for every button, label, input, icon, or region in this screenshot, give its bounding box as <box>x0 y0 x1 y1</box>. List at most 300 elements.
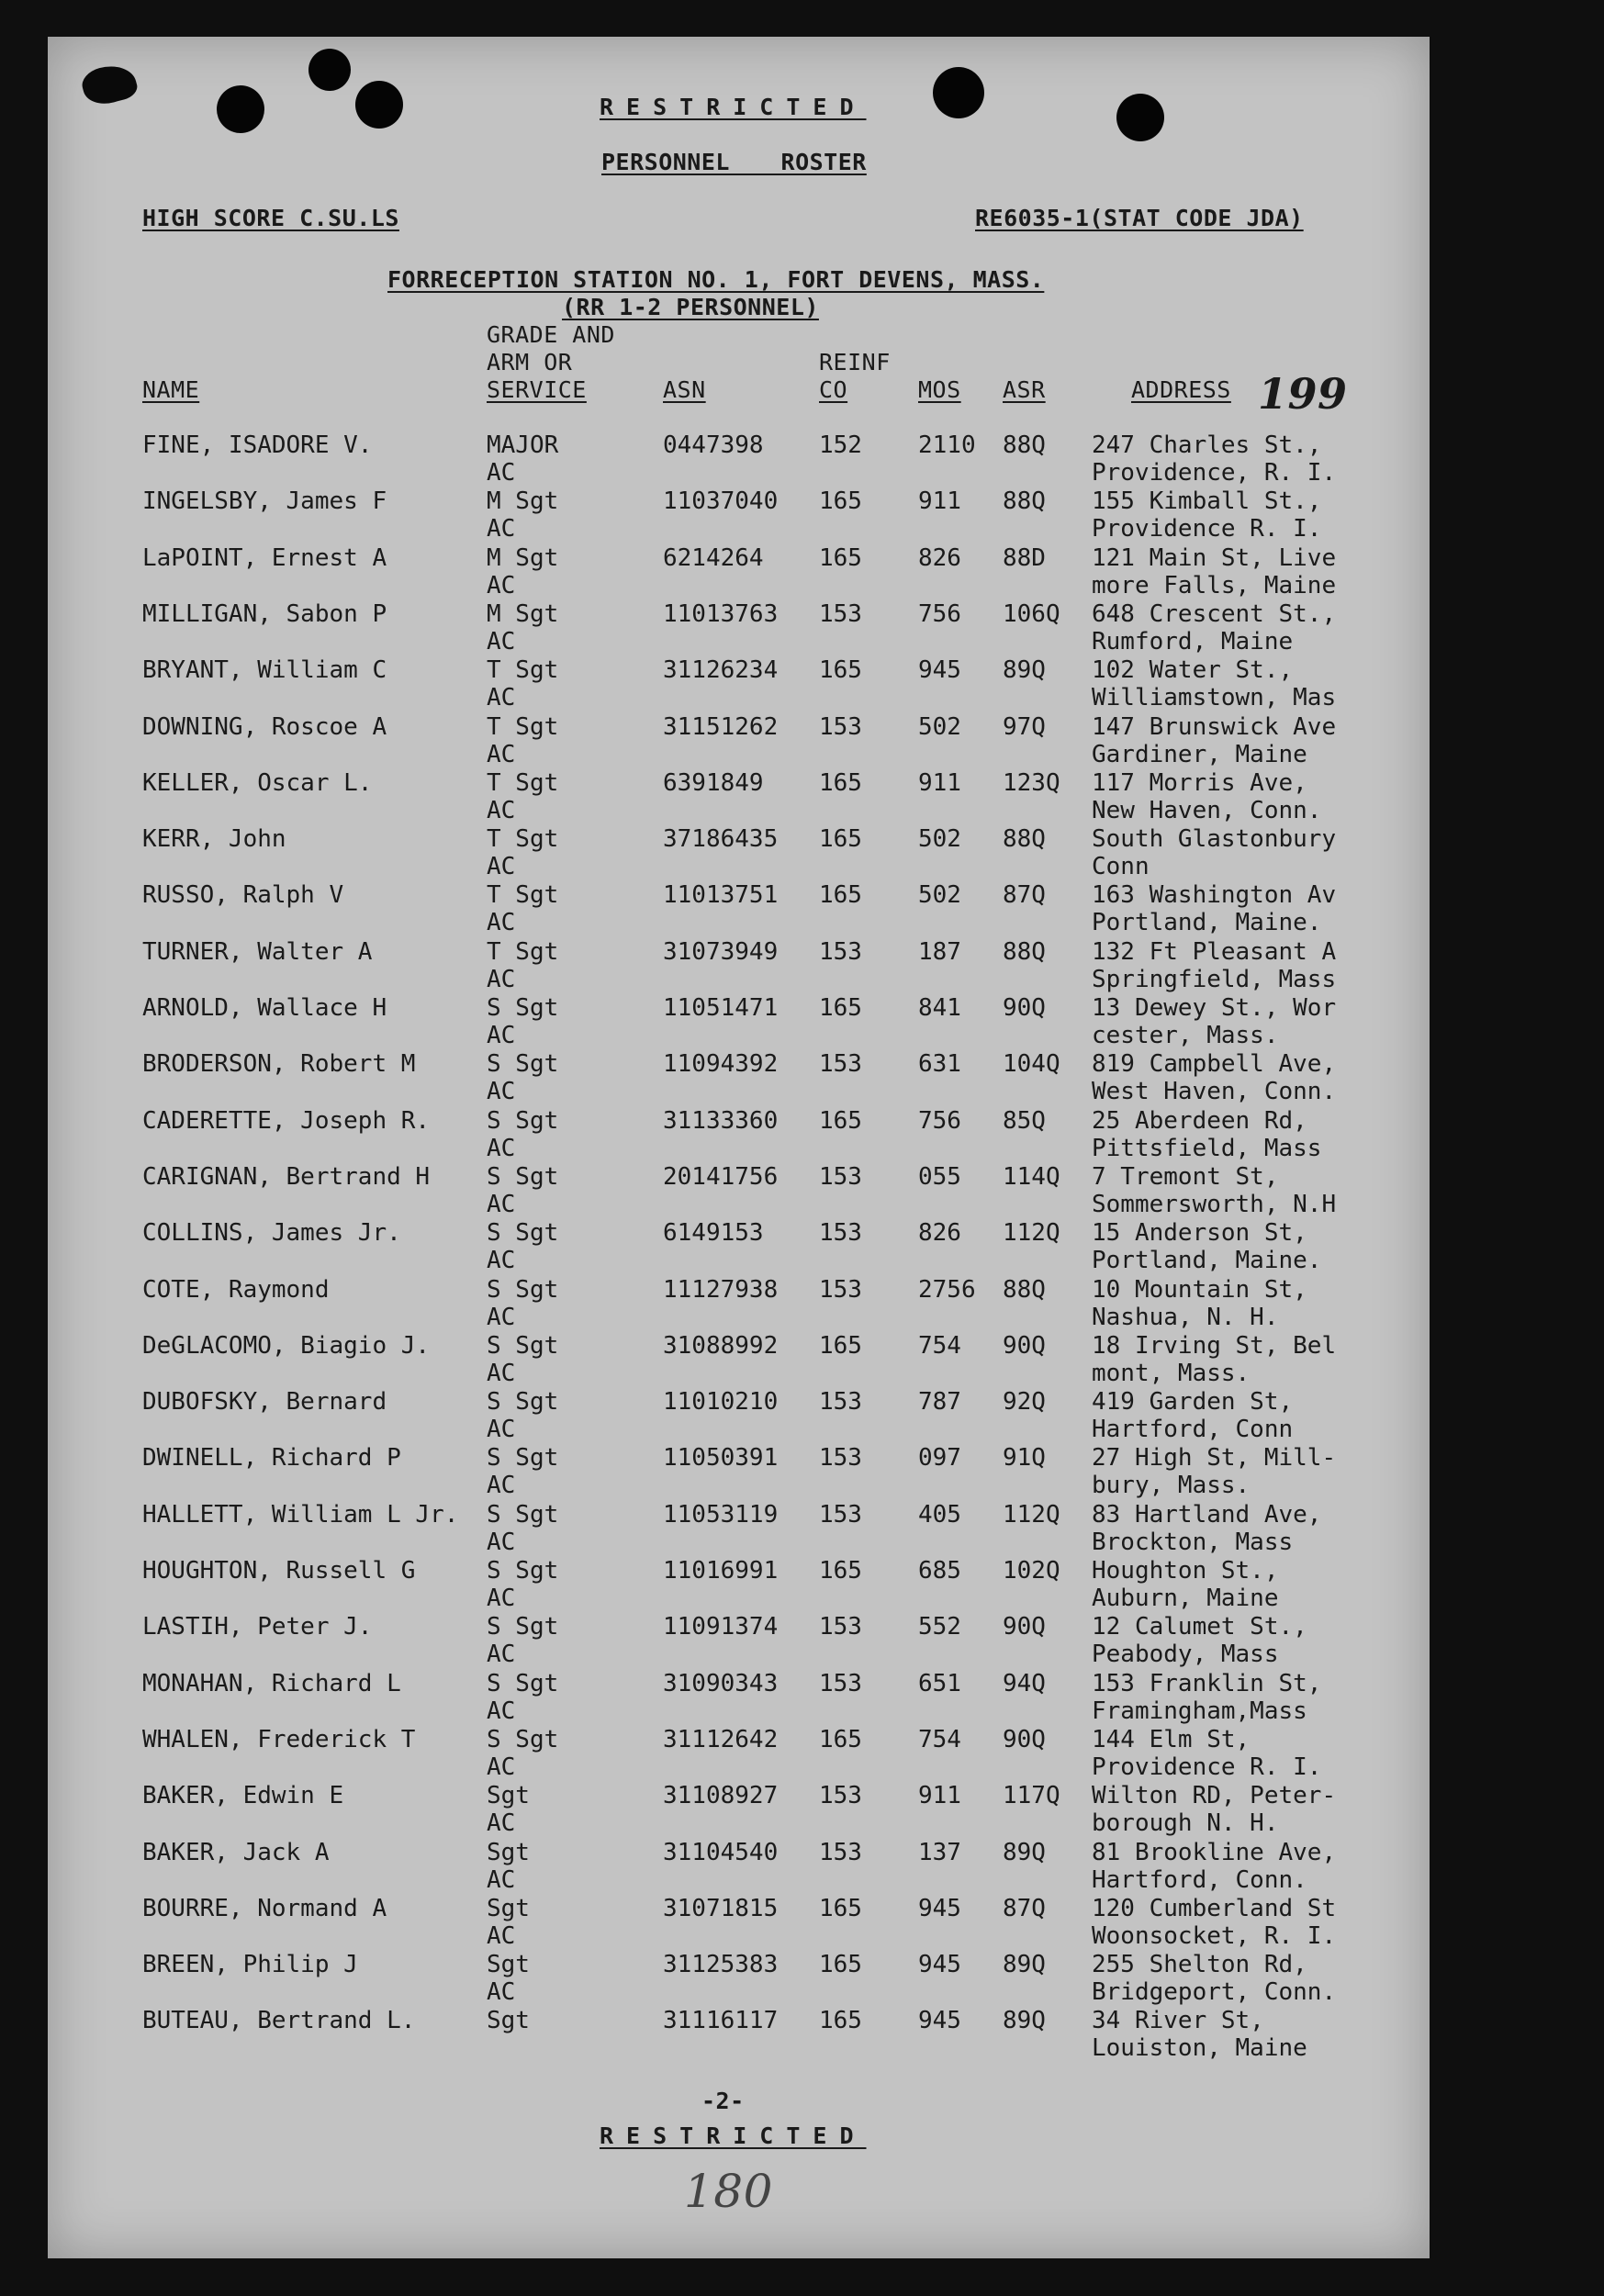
row-mos: 911 <box>918 768 961 797</box>
row-asr: 90Q <box>1003 1331 1046 1360</box>
row-arm: AC <box>487 740 516 768</box>
row-asn: 31071815 <box>663 1894 779 1922</box>
row-mos: 911 <box>918 1782 961 1810</box>
row-address-line2: Portland, Maine. <box>1092 909 1322 937</box>
row-address-line2: Louiston, Maine <box>1092 2034 1307 2063</box>
table-row <box>48 881 1430 937</box>
row-address-line2: borough N. H. <box>1092 1809 1279 1838</box>
row-address-line1: 10 Mountain St, <box>1092 1275 1307 1304</box>
row-asn: 31073949 <box>663 937 779 966</box>
row-mos: 841 <box>918 994 961 1022</box>
row-grade: S Sgt <box>487 1669 559 1697</box>
table-row <box>48 1613 1430 1669</box>
handwritten-page-number-top: 199 <box>1258 369 1348 419</box>
row-asn: 31088992 <box>663 1331 779 1360</box>
row-address-line1: 153 Franklin St, <box>1092 1669 1322 1697</box>
row-grade: Sgt <box>487 2007 530 2035</box>
row-name: MONAHAN, Richard L <box>142 1669 401 1697</box>
row-reinf-co: 153 <box>819 1838 862 1866</box>
row-asr: 123Q <box>1003 768 1060 797</box>
row-address-line1: 255 Shelton Rd, <box>1092 1951 1307 1979</box>
row-address-line1: 132 Ft Pleasant A <box>1092 937 1337 966</box>
row-reinf-co: 152 <box>819 431 862 459</box>
table-row <box>48 713 1430 769</box>
row-name: RUSSO, Ralph V <box>142 881 344 910</box>
row-arm: AC <box>487 1528 516 1556</box>
row-asr: 114Q <box>1003 1162 1060 1191</box>
punch-hole <box>308 49 351 91</box>
row-address-line2: Portland, Maine. <box>1092 1247 1322 1275</box>
col-asn: ASN <box>663 376 706 403</box>
row-address-line2: New Haven, Conn. <box>1092 796 1322 824</box>
row-asn: 6149153 <box>663 1219 764 1248</box>
table-row <box>48 769 1430 825</box>
row-asn: 6214264 <box>663 543 764 572</box>
row-name: KELLER, Oscar L. <box>142 768 373 797</box>
row-address-line1: 117 Morris Ave, <box>1092 768 1307 797</box>
row-arm: AC <box>487 1022 516 1049</box>
page-number: -2- <box>701 2088 745 2114</box>
group-label: HIGH SCORE C.SU.LS <box>142 205 399 231</box>
row-grade: T Sgt <box>487 881 559 910</box>
table-row <box>48 994 1430 1050</box>
row-grade: S Sgt <box>487 1106 559 1135</box>
row-asr: 88Q <box>1003 431 1046 459</box>
row-name: LASTIH, Peter J. <box>142 1613 373 1641</box>
row-reinf-co: 165 <box>819 656 862 685</box>
row-reinf-co: 153 <box>819 599 862 628</box>
row-asr: 89Q <box>1003 1838 1046 1866</box>
table-row <box>48 1782 1430 1838</box>
row-address-line1: 163 Washington Av <box>1092 881 1337 910</box>
row-reinf-co: 153 <box>819 1782 862 1810</box>
col-mos: MOS <box>918 376 961 403</box>
row-mos: 685 <box>918 1557 961 1585</box>
row-address-line2: mont, Mass. <box>1092 1359 1251 1387</box>
row-mos: 502 <box>918 881 961 910</box>
row-mos: 787 <box>918 1388 961 1417</box>
row-address-line2: Williamstown, Mas <box>1092 684 1337 712</box>
row-arm: AC <box>487 571 516 599</box>
row-grade: S Sgt <box>487 1050 559 1079</box>
row-address-line2: Providence, R. I. <box>1092 459 1337 487</box>
row-arm: AC <box>487 627 516 655</box>
row-grade: S Sgt <box>487 1557 559 1585</box>
row-reinf-co: 153 <box>819 1275 862 1304</box>
row-asr: 91Q <box>1003 1444 1046 1473</box>
row-reinf-co: 153 <box>819 1500 862 1529</box>
col-grade-line1: GRADE AND <box>487 321 615 348</box>
row-asr: 102Q <box>1003 1557 1060 1585</box>
row-grade: M Sgt <box>487 543 559 572</box>
row-asn: 11016991 <box>663 1557 779 1585</box>
table-row <box>48 1670 1430 1726</box>
row-reinf-co: 165 <box>819 543 862 572</box>
row-address-line2: Peabody, Mass <box>1092 1641 1279 1669</box>
row-name: BREEN, Philip J <box>142 1951 358 1979</box>
row-asr: 92Q <box>1003 1388 1046 1417</box>
row-asn: 31125383 <box>663 1951 779 1979</box>
row-address-line2: Framingham,Mass <box>1092 1697 1307 1725</box>
punch-hole <box>217 85 264 133</box>
row-address-line1: Houghton St., <box>1092 1557 1279 1585</box>
table-row <box>48 1219 1430 1275</box>
row-asr: 112Q <box>1003 1219 1060 1248</box>
row-reinf-co: 165 <box>819 1557 862 1585</box>
row-address-line1: Wilton RD, Peter- <box>1092 1782 1337 1810</box>
table-row <box>48 1895 1430 1951</box>
row-asr: 90Q <box>1003 994 1046 1022</box>
row-asn: 31151262 <box>663 712 779 741</box>
row-arm: AC <box>487 1641 516 1669</box>
table-row <box>48 487 1430 543</box>
row-arm: AC <box>487 1809 516 1838</box>
row-name: ARNOLD, Wallace H <box>142 994 387 1022</box>
row-address-line2: Sommersworth, N.H <box>1092 1190 1337 1218</box>
row-reinf-co: 165 <box>819 1725 862 1753</box>
row-address-line1: 102 Water St., <box>1092 656 1294 685</box>
row-name: HOUGHTON, Russell G <box>142 1557 416 1585</box>
row-mos: 631 <box>918 1050 961 1079</box>
row-name: WHALEN, Frederick T <box>142 1725 416 1753</box>
table-row <box>48 1839 1430 1895</box>
row-reinf-co: 153 <box>819 1219 862 1248</box>
row-address-line1: 25 Aberdeen Rd, <box>1092 1106 1307 1135</box>
row-asr: 89Q <box>1003 1951 1046 1979</box>
row-name: LaPOINT, Ernest A <box>142 543 387 572</box>
row-grade: T Sgt <box>487 712 559 741</box>
row-reinf-co: 165 <box>819 2007 862 2035</box>
roster-page <box>48 37 1430 2258</box>
table-row <box>48 938 1430 994</box>
col-reinf-line2: CO <box>819 376 848 403</box>
stat-code: RE6035-1(STAT CODE JDA) <box>975 205 1304 231</box>
row-name: KERR, John <box>142 825 286 854</box>
row-arm: AC <box>487 1416 516 1444</box>
row-grade: S Sgt <box>487 1725 559 1753</box>
row-grade: S Sgt <box>487 1444 559 1473</box>
row-address-line2: more Falls, Maine <box>1092 571 1337 599</box>
table-row <box>48 431 1430 487</box>
row-mos: 945 <box>918 2007 961 2035</box>
row-address-line2: Auburn, Maine <box>1092 1585 1279 1612</box>
row-asn: 11013751 <box>663 881 779 910</box>
row-address-line2: bury, Mass. <box>1092 1472 1251 1500</box>
row-asr: 94Q <box>1003 1669 1046 1697</box>
row-name: COLLINS, James Jr. <box>142 1219 401 1248</box>
row-arm: AC <box>487 515 516 543</box>
row-asn: 0447398 <box>663 431 764 459</box>
row-mos: 502 <box>918 825 961 854</box>
row-asn: 11051471 <box>663 994 779 1022</box>
row-asn: 31116117 <box>663 2007 779 2035</box>
row-name: CADERETTE, Joseph R. <box>142 1106 431 1135</box>
row-arm: AC <box>487 1190 516 1218</box>
row-address-line2: Hartford, Conn <box>1092 1416 1294 1444</box>
col-reinf-line1: REINF <box>819 349 891 375</box>
row-address-line2: Bridgeport, Conn. <box>1092 1978 1337 2007</box>
row-address-line1: 27 High St, Mill- <box>1092 1444 1337 1473</box>
row-grade: S Sgt <box>487 1219 559 1248</box>
restricted-bottom: RESTRICTED <box>600 2122 867 2149</box>
row-asn: 6391849 <box>663 768 764 797</box>
row-name: BOURRE, Normand A <box>142 1894 387 1922</box>
row-address-line1: South Glastonbury <box>1092 825 1337 854</box>
table-row <box>48 1501 1430 1557</box>
row-address-line2: Brockton, Mass <box>1092 1528 1294 1556</box>
table-row <box>48 1444 1430 1500</box>
table-row <box>48 1951 1430 2007</box>
handwritten-page-number-bottom: 180 <box>684 2165 773 2218</box>
row-asn: 31112642 <box>663 1725 779 1753</box>
row-reinf-co: 165 <box>819 825 862 854</box>
row-name: HALLETT, William L Jr. <box>142 1500 459 1529</box>
col-grade-line3: SERVICE <box>487 376 587 403</box>
row-mos: 405 <box>918 1500 961 1529</box>
row-name: DUBOFSKY, Bernard <box>142 1388 387 1417</box>
row-grade: M Sgt <box>487 487 559 516</box>
row-asr: 87Q <box>1003 881 1046 910</box>
col-address: ADDRESS <box>1131 376 1231 403</box>
row-asn: 11013763 <box>663 599 779 628</box>
row-grade: S Sgt <box>487 994 559 1022</box>
row-name: MILLIGAN, Sabon P <box>142 599 387 628</box>
row-mos: 945 <box>918 1894 961 1922</box>
row-name: INGELSBY, James F <box>142 487 387 516</box>
row-address-line1: 81 Brookline Ave, <box>1092 1838 1337 1866</box>
row-grade: S Sgt <box>487 1275 559 1304</box>
row-arm: AC <box>487 796 516 824</box>
row-grade: T Sgt <box>487 768 559 797</box>
row-asn: 31104540 <box>663 1838 779 1866</box>
row-address-line2: Providence R. I. <box>1092 515 1322 543</box>
row-asn: 31133360 <box>663 1106 779 1135</box>
row-reinf-co: 165 <box>819 1951 862 1979</box>
row-address-line1: 147 Brunswick Ave <box>1092 712 1337 741</box>
row-mos: 2110 <box>918 431 976 459</box>
row-asn: 11091374 <box>663 1613 779 1641</box>
row-address-line1: 155 Kimball St., <box>1092 487 1322 516</box>
row-name: BAKER, Jack A <box>142 1838 330 1866</box>
row-grade: S Sgt <box>487 1500 559 1529</box>
table-row <box>48 1050 1430 1106</box>
row-address-line1: 34 River St, <box>1092 2007 1264 2035</box>
row-asr: 90Q <box>1003 1725 1046 1753</box>
row-reinf-co: 153 <box>819 1444 862 1473</box>
row-address-line1: 7 Tremont St, <box>1092 1162 1279 1191</box>
row-asn: 20141756 <box>663 1162 779 1191</box>
row-address-line2: Springfield, Mass <box>1092 965 1337 993</box>
table-row <box>48 1557 1430 1613</box>
row-arm: AC <box>487 1865 516 1894</box>
station-subtitle: (RR 1-2 PERSONNEL) <box>562 294 819 320</box>
table-row <box>48 544 1430 600</box>
row-address-line1: 120 Cumberland St <box>1092 1894 1337 1922</box>
row-address-line2: Rumford, Maine <box>1092 627 1294 655</box>
row-name: FINE, ISADORE V. <box>142 431 373 459</box>
row-arm: AC <box>487 965 516 993</box>
row-asr: 89Q <box>1003 2007 1046 2035</box>
col-grade-line2: ARM OR <box>487 349 573 375</box>
row-arm: AC <box>487 1921 516 1950</box>
table-row <box>48 825 1430 881</box>
row-asn: 11037040 <box>663 487 779 516</box>
row-address-line1: 12 Calumet St., <box>1092 1613 1307 1641</box>
row-grade: M Sgt <box>487 599 559 628</box>
row-mos: 826 <box>918 1219 961 1248</box>
row-name: BRYANT, William C <box>142 656 387 685</box>
row-address-line2: Hartford, Conn. <box>1092 1865 1307 1894</box>
row-mos: 826 <box>918 543 961 572</box>
row-mos: 945 <box>918 656 961 685</box>
row-arm: AC <box>487 1359 516 1387</box>
row-grade: Sgt <box>487 1951 530 1979</box>
row-name: BUTEAU, Bertrand L. <box>142 2007 416 2035</box>
row-arm: AC <box>487 1978 516 2007</box>
row-arm: AC <box>487 684 516 712</box>
row-arm: AC <box>487 459 516 487</box>
row-asr: 106Q <box>1003 599 1060 628</box>
row-address-line1: 819 Campbell Ave, <box>1092 1050 1337 1079</box>
row-asn: 11127938 <box>663 1275 779 1304</box>
row-arm: AC <box>487 1134 516 1162</box>
row-asr: 85Q <box>1003 1106 1046 1135</box>
row-reinf-co: 165 <box>819 1331 862 1360</box>
row-arm: AC <box>487 909 516 937</box>
table-row <box>48 600 1430 656</box>
row-grade: Sgt <box>487 1838 530 1866</box>
table-row <box>48 1332 1430 1388</box>
table-row <box>48 1163 1430 1219</box>
row-mos: 651 <box>918 1669 961 1697</box>
row-asr: 88Q <box>1003 1275 1046 1304</box>
row-asr: 90Q <box>1003 1613 1046 1641</box>
row-mos: 187 <box>918 937 961 966</box>
col-asr: ASR <box>1003 376 1046 403</box>
row-reinf-co: 153 <box>819 1669 862 1697</box>
row-reinf-co: 165 <box>819 994 862 1022</box>
row-mos: 754 <box>918 1725 961 1753</box>
row-address-line1: 247 Charles St., <box>1092 431 1322 459</box>
row-mos: 502 <box>918 712 961 741</box>
row-address-line2: Woonsocket, R. I. <box>1092 1921 1337 1950</box>
table-row <box>48 1276 1430 1332</box>
row-reinf-co: 165 <box>819 1106 862 1135</box>
row-reinf-co: 165 <box>819 1894 862 1922</box>
row-address-line2: Nashua, N. H. <box>1092 1303 1279 1331</box>
row-reinf-co: 153 <box>819 1388 862 1417</box>
row-arm: AC <box>487 1697 516 1725</box>
row-address-line1: 18 Irving St, Bel <box>1092 1331 1337 1360</box>
row-grade: T Sgt <box>487 825 559 854</box>
row-asr: 89Q <box>1003 656 1046 685</box>
punch-hole <box>1116 94 1164 141</box>
row-address-line2: cester, Mass. <box>1092 1022 1279 1049</box>
row-mos: 137 <box>918 1838 961 1866</box>
row-grade: T Sgt <box>487 937 559 966</box>
table-row <box>48 1388 1430 1444</box>
row-grade: Sgt <box>487 1782 530 1810</box>
table-row <box>48 656 1430 712</box>
row-mos: 2756 <box>918 1275 976 1304</box>
row-arm: AC <box>487 1585 516 1612</box>
row-address-line1: 83 Hartland Ave, <box>1092 1500 1322 1529</box>
row-mos: 055 <box>918 1162 961 1191</box>
row-arm: AC <box>487 1303 516 1331</box>
row-arm: AC <box>487 1247 516 1275</box>
ink-blot <box>79 60 140 109</box>
roster-title: PERSONNEL ROSTER <box>601 149 867 175</box>
row-asn: 11053119 <box>663 1500 779 1529</box>
row-name: DWINELL, Richard P <box>142 1444 401 1473</box>
row-mos: 911 <box>918 487 961 516</box>
row-grade: S Sgt <box>487 1388 559 1417</box>
row-arm: AC <box>487 1078 516 1106</box>
row-asr: 88Q <box>1003 487 1046 516</box>
row-mos: 945 <box>918 1951 961 1979</box>
row-mos: 754 <box>918 1331 961 1360</box>
restricted-top: RESTRICTED <box>600 94 867 120</box>
row-asr: 88D <box>1003 543 1046 572</box>
row-address-line2: Providence R. I. <box>1092 1753 1322 1781</box>
row-asn: 11094392 <box>663 1050 779 1079</box>
row-asr: 97Q <box>1003 712 1046 741</box>
row-arm: AC <box>487 1753 516 1781</box>
row-address-line2: Conn <box>1092 853 1150 881</box>
row-asn: 31108927 <box>663 1782 779 1810</box>
punch-hole <box>933 67 984 118</box>
row-grade: MAJOR <box>487 431 559 459</box>
row-grade: S Sgt <box>487 1613 559 1641</box>
row-address-line1: 121 Main St, Live <box>1092 543 1337 572</box>
station-title: FORRECEPTION STATION NO. 1, FORT DEVENS, MASS. <box>387 266 1045 293</box>
row-reinf-co: 165 <box>819 487 862 516</box>
punch-hole <box>355 81 403 129</box>
row-grade: S Sgt <box>487 1331 559 1360</box>
row-reinf-co: 165 <box>819 881 862 910</box>
table-row <box>48 1107 1430 1163</box>
row-name: BAKER, Edwin E <box>142 1782 344 1810</box>
row-asn: 31090343 <box>663 1669 779 1697</box>
row-asr: 88Q <box>1003 825 1046 854</box>
row-address-line2: Pittsfield, Mass <box>1092 1134 1322 1162</box>
row-asr: 87Q <box>1003 1894 1046 1922</box>
row-name: COTE, Raymond <box>142 1275 330 1304</box>
row-reinf-co: 153 <box>819 937 862 966</box>
row-asn: 11050391 <box>663 1444 779 1473</box>
row-reinf-co: 153 <box>819 1050 862 1079</box>
row-asr: 88Q <box>1003 937 1046 966</box>
col-name: NAME <box>142 376 200 403</box>
table-row <box>48 1726 1430 1782</box>
row-mos: 552 <box>918 1613 961 1641</box>
row-name: TURNER, Walter A <box>142 937 373 966</box>
row-grade: S Sgt <box>487 1162 559 1191</box>
row-grade: T Sgt <box>487 656 559 685</box>
row-asr: 104Q <box>1003 1050 1060 1079</box>
row-asn: 31126234 <box>663 656 779 685</box>
row-address-line1: 15 Anderson St, <box>1092 1219 1307 1248</box>
row-mos: 097 <box>918 1444 961 1473</box>
row-address-line1: 419 Garden St, <box>1092 1388 1294 1417</box>
row-mos: 756 <box>918 599 961 628</box>
row-address-line2: West Haven, Conn. <box>1092 1078 1337 1106</box>
row-address-line1: 13 Dewey St., Wor <box>1092 994 1337 1022</box>
row-grade: Sgt <box>487 1894 530 1922</box>
row-address-line1: 144 Elm St, <box>1092 1725 1251 1753</box>
row-asn: 37186435 <box>663 825 779 854</box>
row-name: DeGLACOMO, Biagio J. <box>142 1331 431 1360</box>
